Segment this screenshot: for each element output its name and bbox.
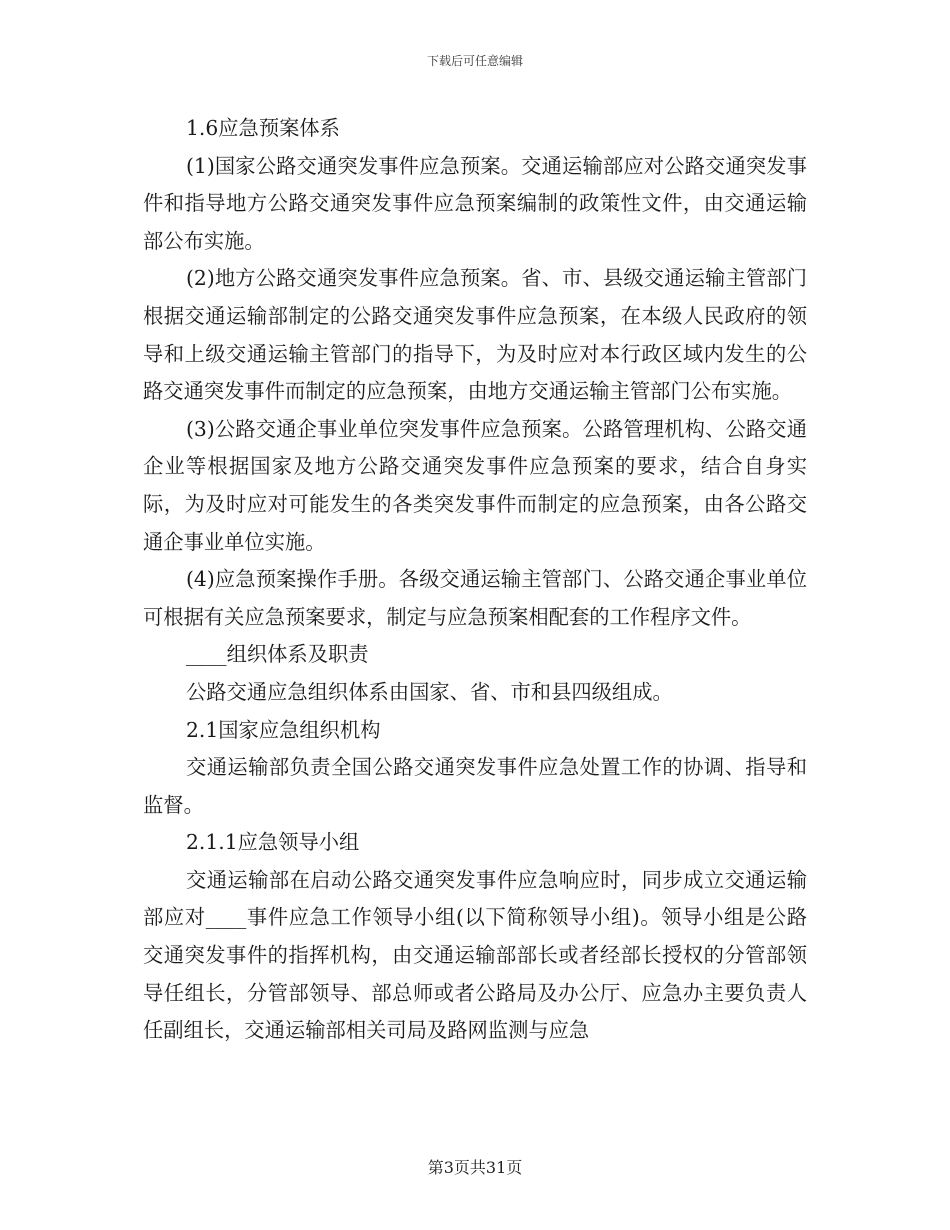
paragraph-item-4: (4)应急预案操作手册。各级交通运输主管部门、公路交通企事业单位可根据有关应急预案要求，制定与应急预案相配套的工作程序文件。: [143, 567, 807, 629]
paragraph-item-2: (2)地方公路交通突发事件应急预案。省、市、县级交通运输主管部门根据交通运输部制定的公路交通突发事件应急预案，在本级人民政府的领导和上级交通运输主管部门的指导下，为及时应对本行政区域内发生的公路交通突发事件而制定的应急预案，由地方交通运输主管部门公布实施。: [143, 266, 807, 404]
document-body: [143, 110, 807, 1050]
paragraph-organization-summary: 公路交通应急组织体系由国家、省、市和县四级组成。: [186, 679, 673, 704]
section-heading-2-1: 2.1国家应急组织机构: [186, 717, 381, 742]
paragraph-item-3: (3)公路交通企事业单位突发事件应急预案。公路管理机构、公路交通企业等根据国家及地方公路交通突发事件应急预案的要求，结合自身实际，为及时应对可能发生的各类突发事件而制定的应急预案，由各公路交通企事业单位实施。: [143, 416, 807, 554]
paragraph-item-1: (1)国家公路交通突发事件应急预案。交通运输部应对公路交通突发事件和指导地方公路交通突发事件应急预案编制的政策性文件，由交通运输部公布实施。: [143, 153, 807, 253]
page-footer: 第3页共31页: [427, 1158, 523, 1177]
section-heading-1-6: 1.6应急预案体系: [186, 116, 340, 140]
section-heading-organization: ____组织体系及职责: [186, 642, 369, 667]
page-header: 下载后可任意编辑: [426, 54, 523, 68]
section-heading-2-1-1: 2.1.1应急领导小组: [186, 830, 360, 855]
paragraph-national-agency: 交通运输部负责全国公路交通突发事件应急处置工作的协调、指导和监督。: [143, 755, 807, 817]
paragraph-leading-group: 交通运输部在启动公路交通突发事件应急响应时，同步成立交通运输部应对____事件应急工作领导小组(以下简称领导小组)。领导小组是公路交通突发事件的指挥机构，由交通运输部部长或者经部长授权的分管部领导任组长，分管部领导、部总师或者公路局及办公厅、应急办主要负责人任副组长，交通运输部相关司局及路网监测与应急: [143, 867, 807, 1043]
